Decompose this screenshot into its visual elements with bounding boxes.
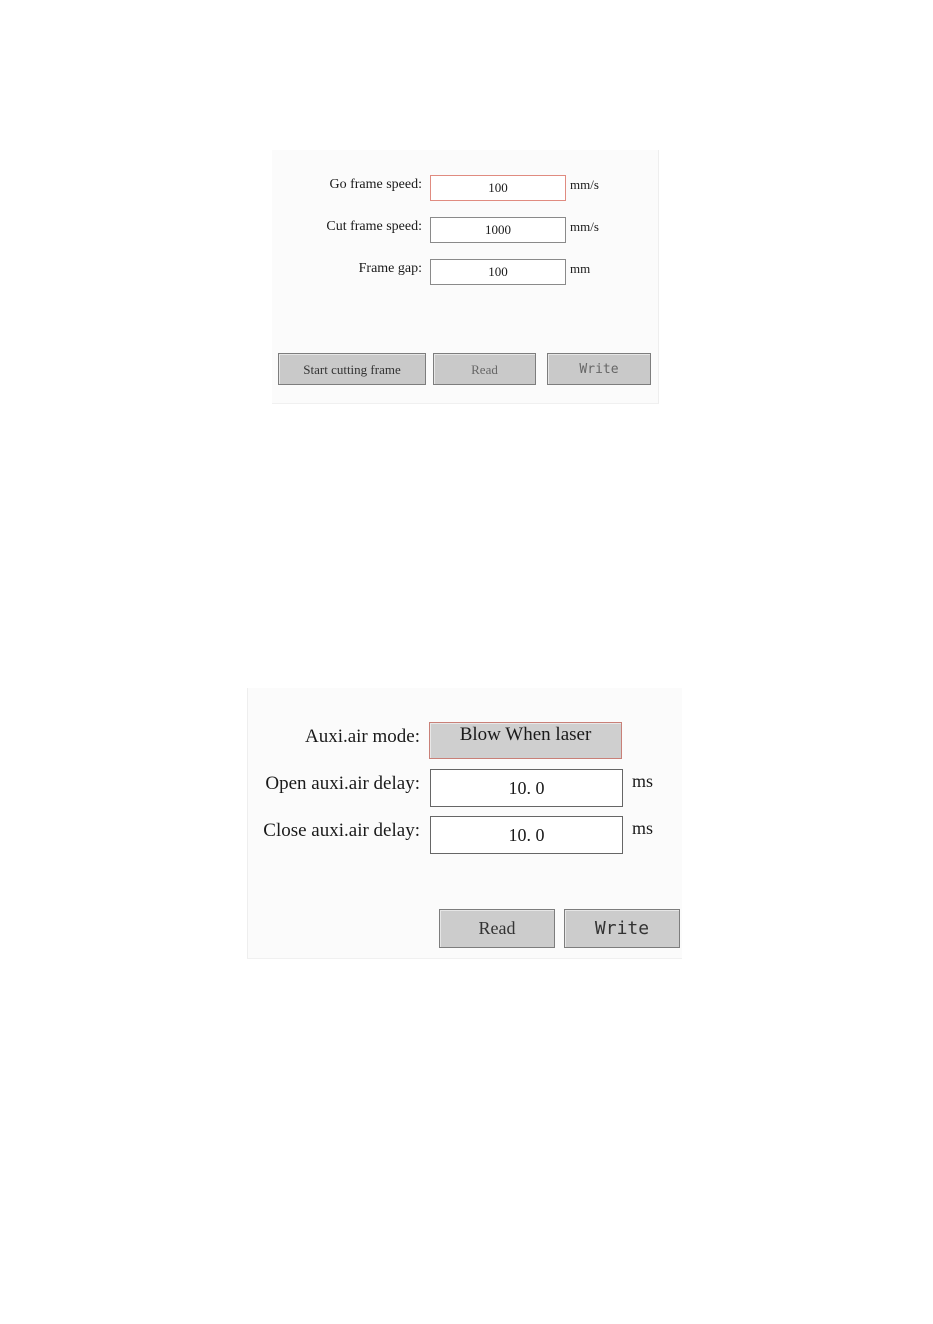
auxi-write-button[interactable]: Write <box>564 909 680 948</box>
auxi-air-mode-row <box>248 722 682 762</box>
go-frame-speed-input[interactable]: 100 <box>430 175 566 201</box>
start-cutting-frame-button[interactable]: Start cutting frame <box>278 353 426 385</box>
auxi-air-mode-button[interactable]: Blow When laser <box>429 722 622 759</box>
go-frame-speed-label: Go frame speed: <box>329 177 422 192</box>
open-auxi-air-delay-input[interactable]: 10. 0 <box>430 769 623 807</box>
cut-frame-speed-unit: mm/s <box>570 219 599 234</box>
cutting-frame-panel <box>272 150 659 404</box>
close-auxi-air-delay-unit: ms <box>632 818 654 838</box>
frame-gap-unit: mm <box>570 261 591 276</box>
read-button[interactable]: Read <box>433 353 536 385</box>
go-frame-speed-unit: mm/s <box>570 177 599 192</box>
frame-gap-row <box>272 259 658 287</box>
go-frame-speed-row <box>272 175 658 203</box>
frame-gap-input[interactable]: 100 <box>430 259 566 285</box>
close-auxi-air-delay-row <box>248 816 682 856</box>
auxi-air-mode-label: Auxi.air mode: <box>304 726 420 747</box>
write-button[interactable]: Write <box>547 353 651 385</box>
open-auxi-air-delay-unit: ms <box>632 771 654 791</box>
cut-frame-speed-label: Cut frame speed: <box>326 219 422 234</box>
close-auxi-air-delay-input[interactable]: 10. 0 <box>430 816 623 854</box>
cut-frame-speed-input[interactable]: 1000 <box>430 217 566 243</box>
cut-frame-speed-row <box>272 217 658 245</box>
auxi-read-button[interactable]: Read <box>439 909 555 948</box>
frame-gap-label: Frame gap: <box>358 261 422 276</box>
open-auxi-air-delay-label: Open auxi.air delay: <box>265 773 420 794</box>
open-auxi-air-delay-row <box>248 769 682 809</box>
auxi-air-panel <box>247 688 682 959</box>
close-auxi-air-delay-label: Close auxi.air delay: <box>263 820 420 841</box>
